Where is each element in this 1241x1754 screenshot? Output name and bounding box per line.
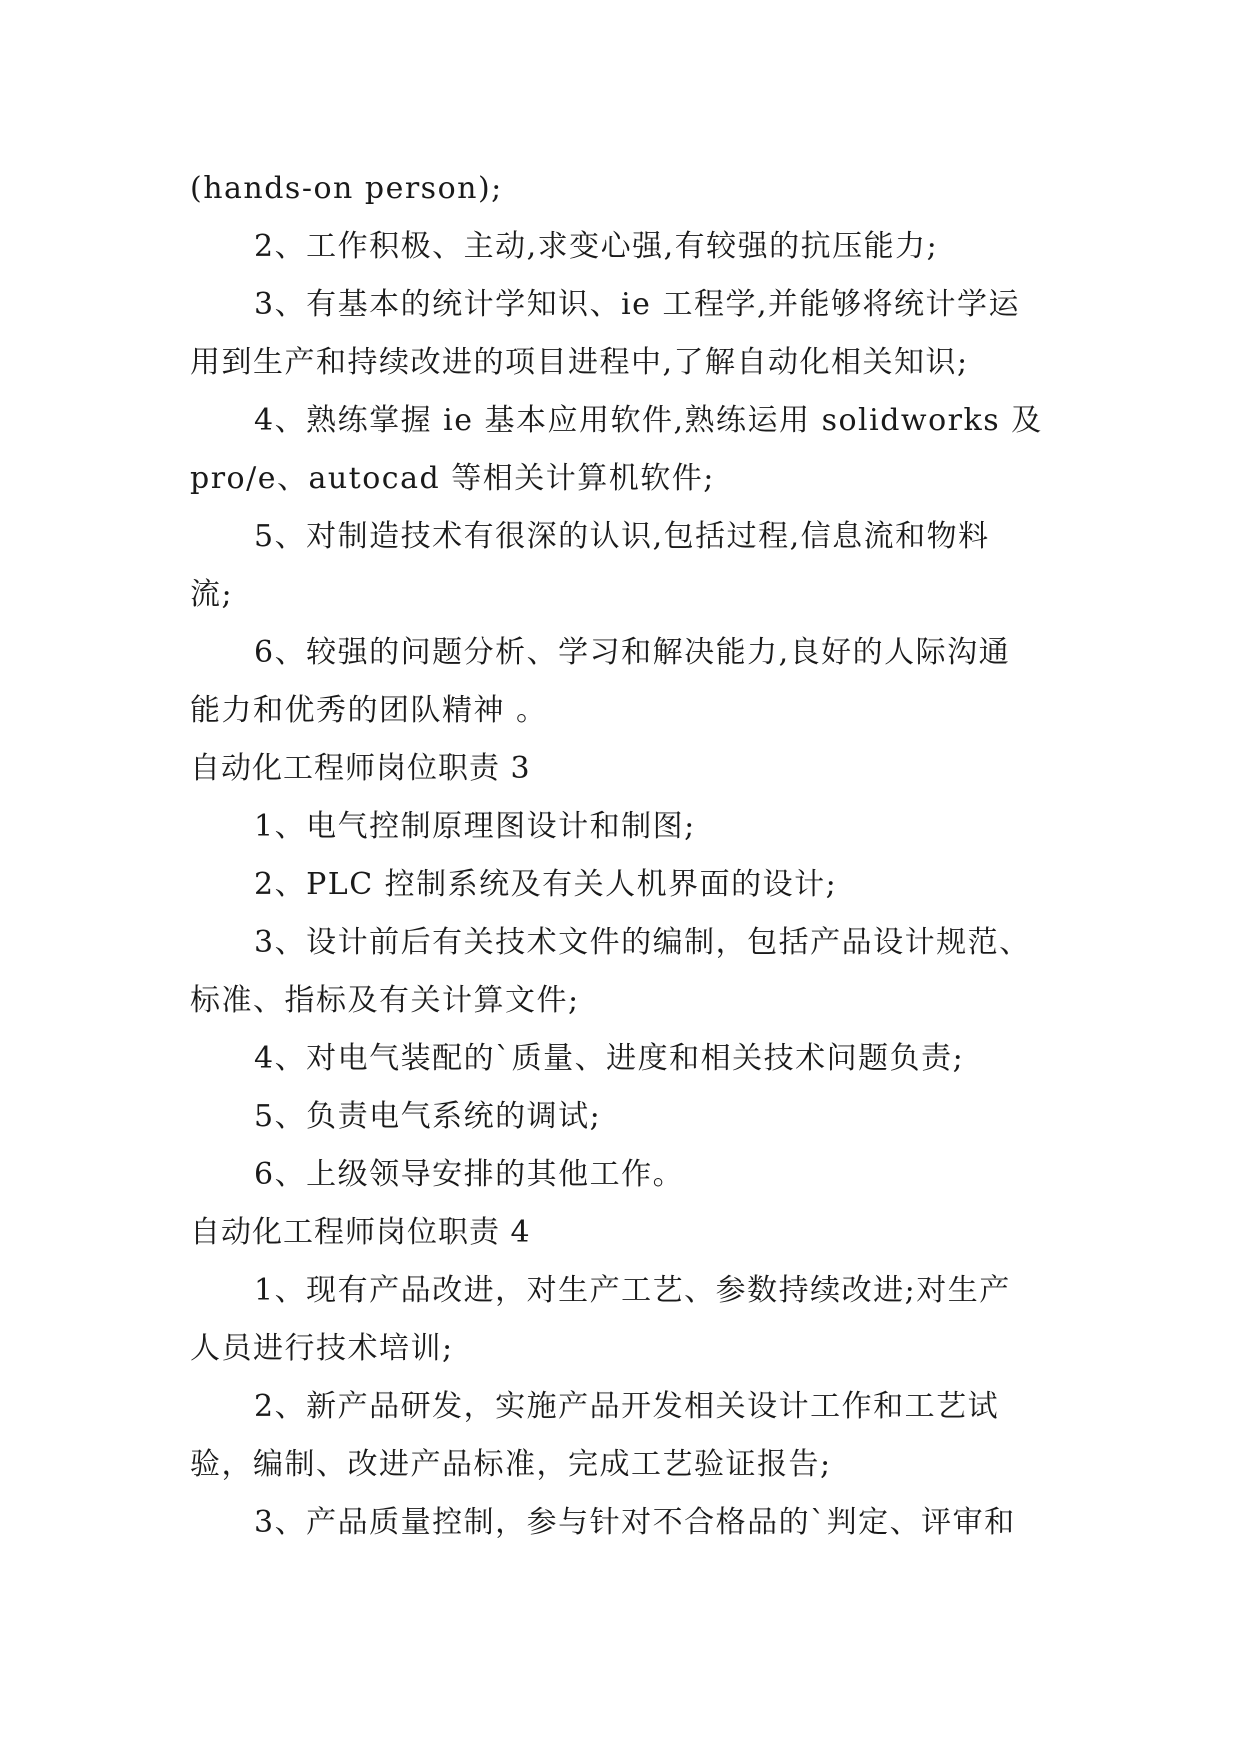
list-item: 4、对电气装配的`质量、进度和相关技术问题负责; xyxy=(254,1041,965,1076)
list-item: 6、上级领导安排的其他工作。 xyxy=(254,1157,685,1192)
list-item: 3、产品质量控制，参与针对不合格品的`判定、评审和 xyxy=(254,1505,1016,1540)
list-item: 3、有基本的统计学知识、ie 工程学,并能够将统计学运 xyxy=(254,287,1021,322)
text-line: 流; xyxy=(190,577,234,612)
section-heading: 自动化工程师岗位职责 4 xyxy=(190,1215,531,1250)
list-item: 2、PLC 控制系统及有关人机界面的设计; xyxy=(254,867,838,902)
text-line: 能力和优秀的团队精神 。 xyxy=(190,693,548,728)
list-item: 2、新产品研发，实施产品开发相关设计工作和工艺试 xyxy=(254,1389,1000,1424)
list-item: 1、现有产品改进，对生产工艺、参数持续改进;对生产 xyxy=(254,1273,1011,1308)
list-item: 5、负责电气系统的调试; xyxy=(254,1099,602,1134)
list-item: 4、熟练掌握 ie 基本应用软件,熟练运用 solidworks 及 xyxy=(254,403,1043,438)
section-heading: 自动化工程师岗位职责 3 xyxy=(190,751,531,786)
document-body xyxy=(190,160,1070,1552)
list-item: 5、对制造技术有很深的认识,包括过程,信息流和物料 xyxy=(254,519,990,554)
text-line: 验，编制、改进产品标准，完成工艺验证报告; xyxy=(190,1447,832,1482)
text-line: 用到生产和持续改进的项目进程中,了解自动化相关知识; xyxy=(190,345,969,380)
text-line: 标准、指标及有关计算文件; xyxy=(190,983,580,1018)
list-item: 6、较强的问题分析、学习和解决能力,良好的人际沟通 xyxy=(254,635,1011,670)
text-line: 人员进行技术培训; xyxy=(190,1331,454,1366)
text-line: (hands-on person); xyxy=(190,171,503,206)
text-line: pro/e、autocad 等相关计算机软件; xyxy=(190,461,715,496)
list-item: 1、电气控制原理图设计和制图; xyxy=(254,809,696,844)
list-item: 3、设计前后有关技术文件的编制，包括产品设计规范、 xyxy=(254,925,1031,960)
list-item: 2、工作积极、主动,求变心强,有较强的抗压能力; xyxy=(254,229,939,264)
